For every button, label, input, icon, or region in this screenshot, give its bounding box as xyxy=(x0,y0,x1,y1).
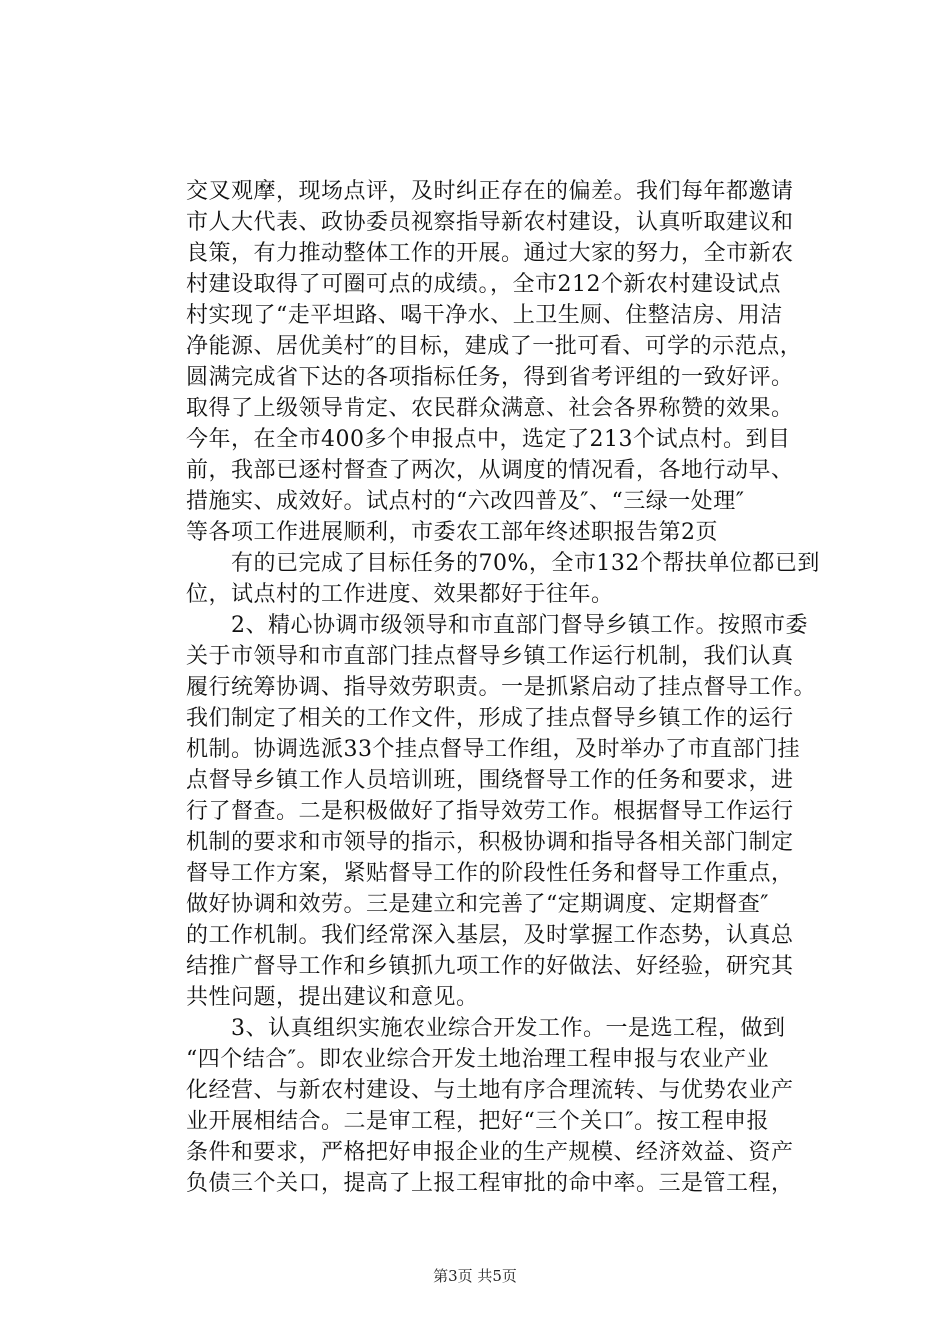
text-line: 我们制定了相关的工作文件，形成了挂点督导乡镇工作的运行 xyxy=(186,706,794,731)
text-line: 净能源、居优美村″的目标，建成了一批可看、可学的示范点， xyxy=(186,334,803,359)
text-line: 结推广督导工作和乡镇抓九项工作的好做法、好经验，研究其 xyxy=(186,954,794,979)
text-line: 市人大代表、政协委员视察指导新农村建设，认真听取建议和 xyxy=(186,210,794,235)
text-line: 等各项工作进展顺利，市委农工部年终述职报告第2页 xyxy=(186,520,718,545)
text-line: 今年，在全市400多个申报点中，选定了213个试点村。到目 xyxy=(186,427,791,452)
text-line: 的工作机制。我们经常深入基层，及时掌握工作态势，认真总 xyxy=(186,923,794,948)
page-number-label: 第3页 共5页 xyxy=(433,1267,517,1285)
text-line: 圆满完成省下达的各项指标任务，得到省考评组的一致好评。 xyxy=(186,365,794,390)
text-line: 化经营、与新农村建设、与土地有序合理流转、与优势农业产 xyxy=(186,1078,794,1103)
text-line: 村实现了“走平坦路、喝干净水、上卫生厕、住整洁房、用洁 xyxy=(186,303,783,328)
text-line: 良策，有力推动整体工作的开展。通过大家的努力，全市新农 xyxy=(186,241,794,266)
text-line: 条件和要求，严格把好申报企业的生产规模、经济效益、资产 xyxy=(186,1140,794,1165)
text-line: 做好协调和效劳。三是建立和完善了“定期调度、定期督查″ xyxy=(186,892,769,917)
text-line: 共性问题，提出建议和意见。 xyxy=(186,985,479,1010)
text-line: 有的已完成了目标任务的70%，全市132个帮扶单位都已到 xyxy=(186,551,820,576)
text-line: 履行统筹协调、指导效劳职责。一是抓紧启动了挂点督导工作。 xyxy=(186,675,817,700)
document-body xyxy=(186,176,858,1199)
text-line: 业开展相结合。二是审工程，把好“三个关口″。按工程申报 xyxy=(186,1109,769,1134)
text-line: 取得了上级领导肯定、农民群众满意、社会各界称赞的效果。 xyxy=(186,396,794,421)
text-line: 关于市领导和市直部门挂点督导乡镇工作运行机制，我们认真 xyxy=(186,644,794,669)
text-line: 点督导乡镇工作人员培训班，围绕督导工作的任务和要求，进 xyxy=(186,768,794,793)
text-line: 前，我部已逐村督查了两次，从调度的情况看，各地行动早、 xyxy=(186,458,794,483)
text-line: “四个结合″。即农业综合开发土地治理工程申报与农业产业 xyxy=(186,1047,769,1072)
text-line: 机制的要求和市领导的指示，积极协调和指导各相关部门制定 xyxy=(186,830,794,855)
text-line: 位，试点村的工作进度、效果都好于往年。 xyxy=(186,582,614,607)
text-line: 3、认真组织实施农业综合开发工作。一是选工程，做到 xyxy=(186,1016,786,1041)
text-line: 机制。协调选派33个挂点督导工作组，及时举办了市直部门挂 xyxy=(186,737,800,762)
text-line: 措施实、成效好。试点村的“六改四普及″、“三绿一处理″ xyxy=(186,489,745,514)
text-line: 负债三个关口，提高了上报工程审批的命中率。三是管工程， xyxy=(186,1171,794,1196)
text-line: 2、精心协调市级领导和市直部门督导乡镇工作。按照市委 xyxy=(186,613,808,638)
page-footer xyxy=(0,1265,950,1286)
text-line: 行了督查。二是积极做好了指导效劳工作。根据督导工作运行 xyxy=(186,799,794,824)
text-line: 督导工作方案，紧贴督导工作的阶段性任务和督导工作重点， xyxy=(186,861,794,886)
text-line: 交叉观摩，现场点评，及时纠正存在的偏差。我们每年都邀请 xyxy=(186,179,794,204)
text-line: 村建设取得了可圈可点的成绩。，全市212个新农村建设试点 xyxy=(186,272,781,297)
